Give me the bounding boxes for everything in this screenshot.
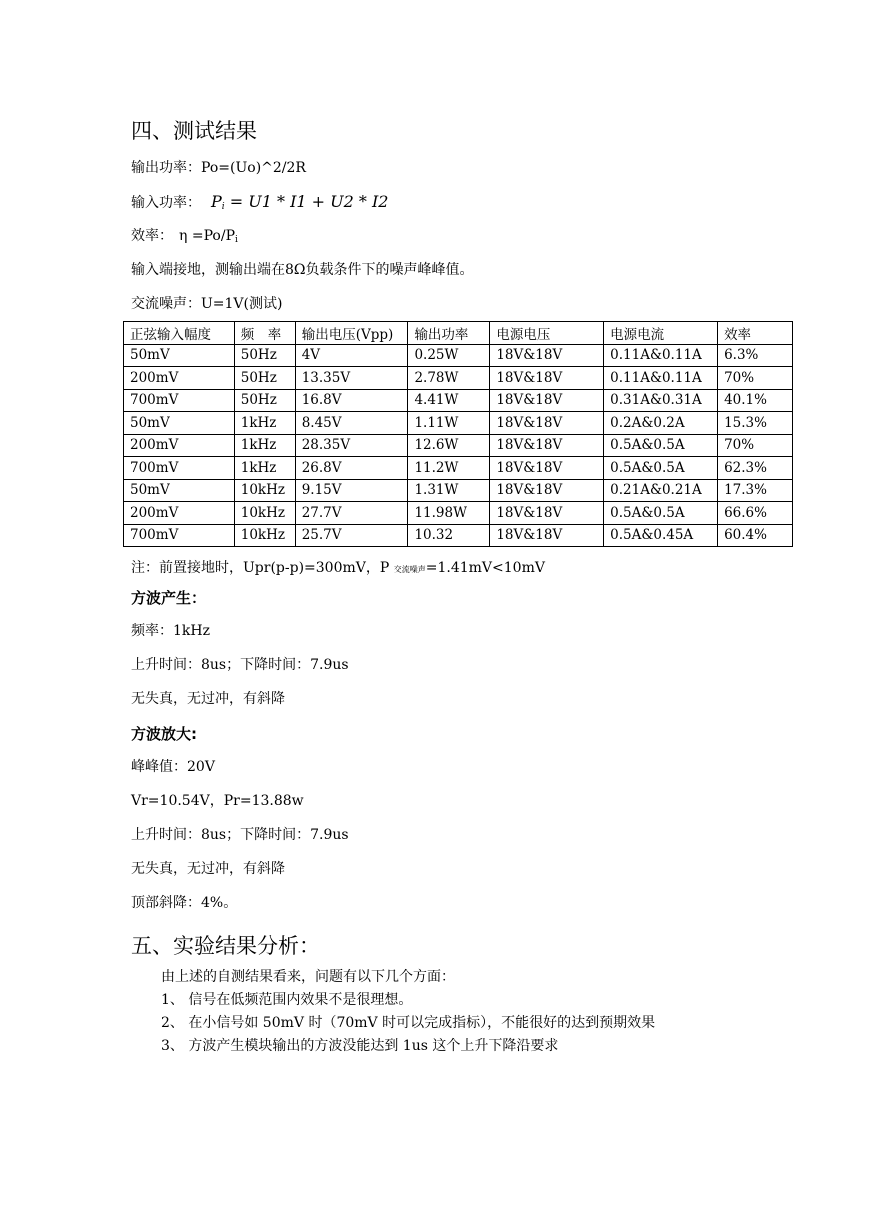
table-cell: 62.3%	[718, 457, 793, 480]
table-row	[124, 524, 793, 547]
analysis-intro: 由上述的自测结果看来，问题有以下几个方面：	[161, 969, 455, 985]
square-amp-rise-fall: 上升时间：8us；下降时间：7.9us	[131, 827, 349, 843]
table-cell: 18V&18V	[490, 502, 604, 525]
table-header-cell: 电源电流	[604, 322, 718, 345]
table-cell: 18V&18V	[490, 389, 604, 412]
table-cell: 60.4%	[718, 524, 793, 547]
output-power-formula: 输出功率：Po=(Uo)^2/2R	[131, 160, 306, 176]
table-cell: 18V&18V	[490, 457, 604, 480]
table-cell: 0.21A&0.21A	[604, 479, 718, 502]
table-cell: 18V&18V	[490, 344, 604, 367]
square-gen-rise-fall: 上升时间：8us；下降时间：7.9us	[131, 657, 349, 673]
table-cell: 50mV	[124, 479, 235, 502]
square-amp-top-droop: 顶部斜降：4%。	[131, 895, 238, 911]
table-cell: 50Hz	[234, 344, 295, 367]
efficiency-subscript: i	[235, 235, 238, 245]
input-power-symbol: P	[211, 192, 222, 211]
table-header-cell: 效率	[718, 322, 793, 345]
table-cell: 4V	[295, 344, 408, 367]
table-cell: 70%	[718, 434, 793, 457]
table-cell: 0.11A&0.11A	[604, 367, 718, 390]
table-cell: 200mV	[124, 367, 235, 390]
test-results-table	[123, 321, 793, 547]
table-header-cell: 电源电压	[490, 322, 604, 345]
input-power-label: 输入功率：	[131, 195, 201, 211]
table-row	[124, 367, 793, 390]
analysis-item-2: 2、 在小信号如 50mV 时（70mV 时可以完成指标），不能很好的达到预期效果	[161, 1015, 656, 1031]
table-cell: 28.35V	[295, 434, 408, 457]
square-wave-generation-title: 方波产生：	[131, 589, 207, 607]
section-5-title: 五、实验结果分析：	[131, 934, 320, 958]
table-row	[124, 412, 793, 435]
table-cell: 18V&18V	[490, 479, 604, 502]
table-cell: 0.25W	[408, 344, 490, 367]
square-gen-frequency: 频率：1kHz	[131, 623, 210, 639]
table-header-row	[124, 322, 793, 345]
table-cell: 4.41W	[408, 389, 490, 412]
analysis-item-1: 1、 信号在低频范围内效果不是很理想。	[161, 992, 413, 1008]
table-row	[124, 434, 793, 457]
table-cell: 11.98W	[408, 502, 490, 525]
table-cell: 0.31A&0.31A	[604, 389, 718, 412]
note-suffix: =1.41mV<10mV	[425, 560, 545, 576]
square-wave-amplification-title: 方波放大:	[131, 725, 197, 743]
table-cell: 700mV	[124, 389, 235, 412]
table-cell: 18V&18V	[490, 434, 604, 457]
table-cell: 10kHz	[234, 479, 295, 502]
table-cell: 17.3%	[718, 479, 793, 502]
note-prefix: 注：前置接地时，Upr(p-p)=300mV，P	[131, 560, 394, 576]
table-cell: 66.6%	[718, 502, 793, 525]
table-cell: 1kHz	[234, 457, 295, 480]
note-line	[131, 558, 545, 580]
section-4-title: 四、测试结果	[131, 119, 257, 143]
table-cell: 8.45V	[295, 412, 408, 435]
square-amp-peak: 峰峰值：20V	[131, 759, 215, 775]
square-amp-quality: 无失真，无过冲，有斜降	[131, 861, 285, 877]
table-cell: 70%	[718, 367, 793, 390]
table-cell: 26.8V	[295, 457, 408, 480]
square-gen-quality: 无失真，无过冲，有斜降	[131, 691, 285, 707]
square-amp-vr-pr: Vr=10.54V，Pr=13.88w	[131, 793, 304, 809]
input-power-line	[131, 192, 388, 217]
table-cell: 9.15V	[295, 479, 408, 502]
table-cell: 16.8V	[295, 389, 408, 412]
table-cell: 1.11W	[408, 412, 490, 435]
ac-noise-line: 交流噪声：U=1V(测试)	[131, 296, 283, 312]
table-header-cell: 频 率	[234, 322, 295, 345]
table-cell: 50Hz	[234, 367, 295, 390]
table-row	[124, 457, 793, 480]
analysis-item-3: 3、 方波产生模块输出的方波没能达到 1us 这个上升下降沿要求	[161, 1038, 559, 1054]
table-cell: 40.1%	[718, 389, 793, 412]
table-cell: 6.3%	[718, 344, 793, 367]
table-cell: 700mV	[124, 524, 235, 547]
table-cell: 1.31W	[408, 479, 490, 502]
table-header-cell: 输出电压(Vpp)	[295, 322, 408, 345]
efficiency-line	[131, 226, 238, 250]
table-cell: 0.2A&0.2A	[604, 412, 718, 435]
table-cell: 11.2W	[408, 457, 490, 480]
table-cell: 13.35V	[295, 367, 408, 390]
noise-description: 输入端接地，测输出端在8Ω负载条件下的噪声峰峰值。	[131, 262, 474, 278]
table-cell: 18V&18V	[490, 412, 604, 435]
efficiency-formula: η =Po/P	[179, 228, 235, 244]
note-subscript: 交流噪声	[393, 565, 426, 574]
table-cell: 200mV	[124, 434, 235, 457]
table-cell: 50mV	[124, 412, 235, 435]
table-cell: 2.78W	[408, 367, 490, 390]
table-cell: 1kHz	[234, 434, 295, 457]
table-cell: 50mV	[124, 344, 235, 367]
table-cell: 50Hz	[234, 389, 295, 412]
table-cell: 700mV	[124, 457, 235, 480]
table-cell: 0.5A&0.45A	[604, 524, 718, 547]
table-cell: 200mV	[124, 502, 235, 525]
table-cell: 27.7V	[295, 502, 408, 525]
table-cell: 10kHz	[234, 502, 295, 525]
table-row	[124, 502, 793, 525]
table-cell: 0.11A&0.11A	[604, 344, 718, 367]
input-power-subscript: i	[221, 202, 225, 212]
table-row	[124, 389, 793, 412]
table-header-cell: 输出功率	[408, 322, 490, 345]
table-row	[124, 344, 793, 367]
table-cell: 1kHz	[234, 412, 295, 435]
table-cell: 0.5A&0.5A	[604, 457, 718, 480]
efficiency-label: 效率：	[131, 228, 173, 244]
table-cell: 10kHz	[234, 524, 295, 547]
table-cell: 0.5A&0.5A	[604, 502, 718, 525]
table-cell: 0.5A&0.5A	[604, 434, 718, 457]
table-cell: 15.3%	[718, 412, 793, 435]
table-cell: 18V&18V	[490, 524, 604, 547]
input-power-expression: = U1 * I1 + U2 * I2	[224, 192, 389, 211]
table-row	[124, 479, 793, 502]
table-cell: 25.7V	[295, 524, 408, 547]
table-header-cell: 正弦输入幅度	[124, 322, 235, 345]
table-cell: 12.6W	[408, 434, 490, 457]
table-cell: 10.32	[408, 524, 490, 547]
table-cell: 18V&18V	[490, 367, 604, 390]
